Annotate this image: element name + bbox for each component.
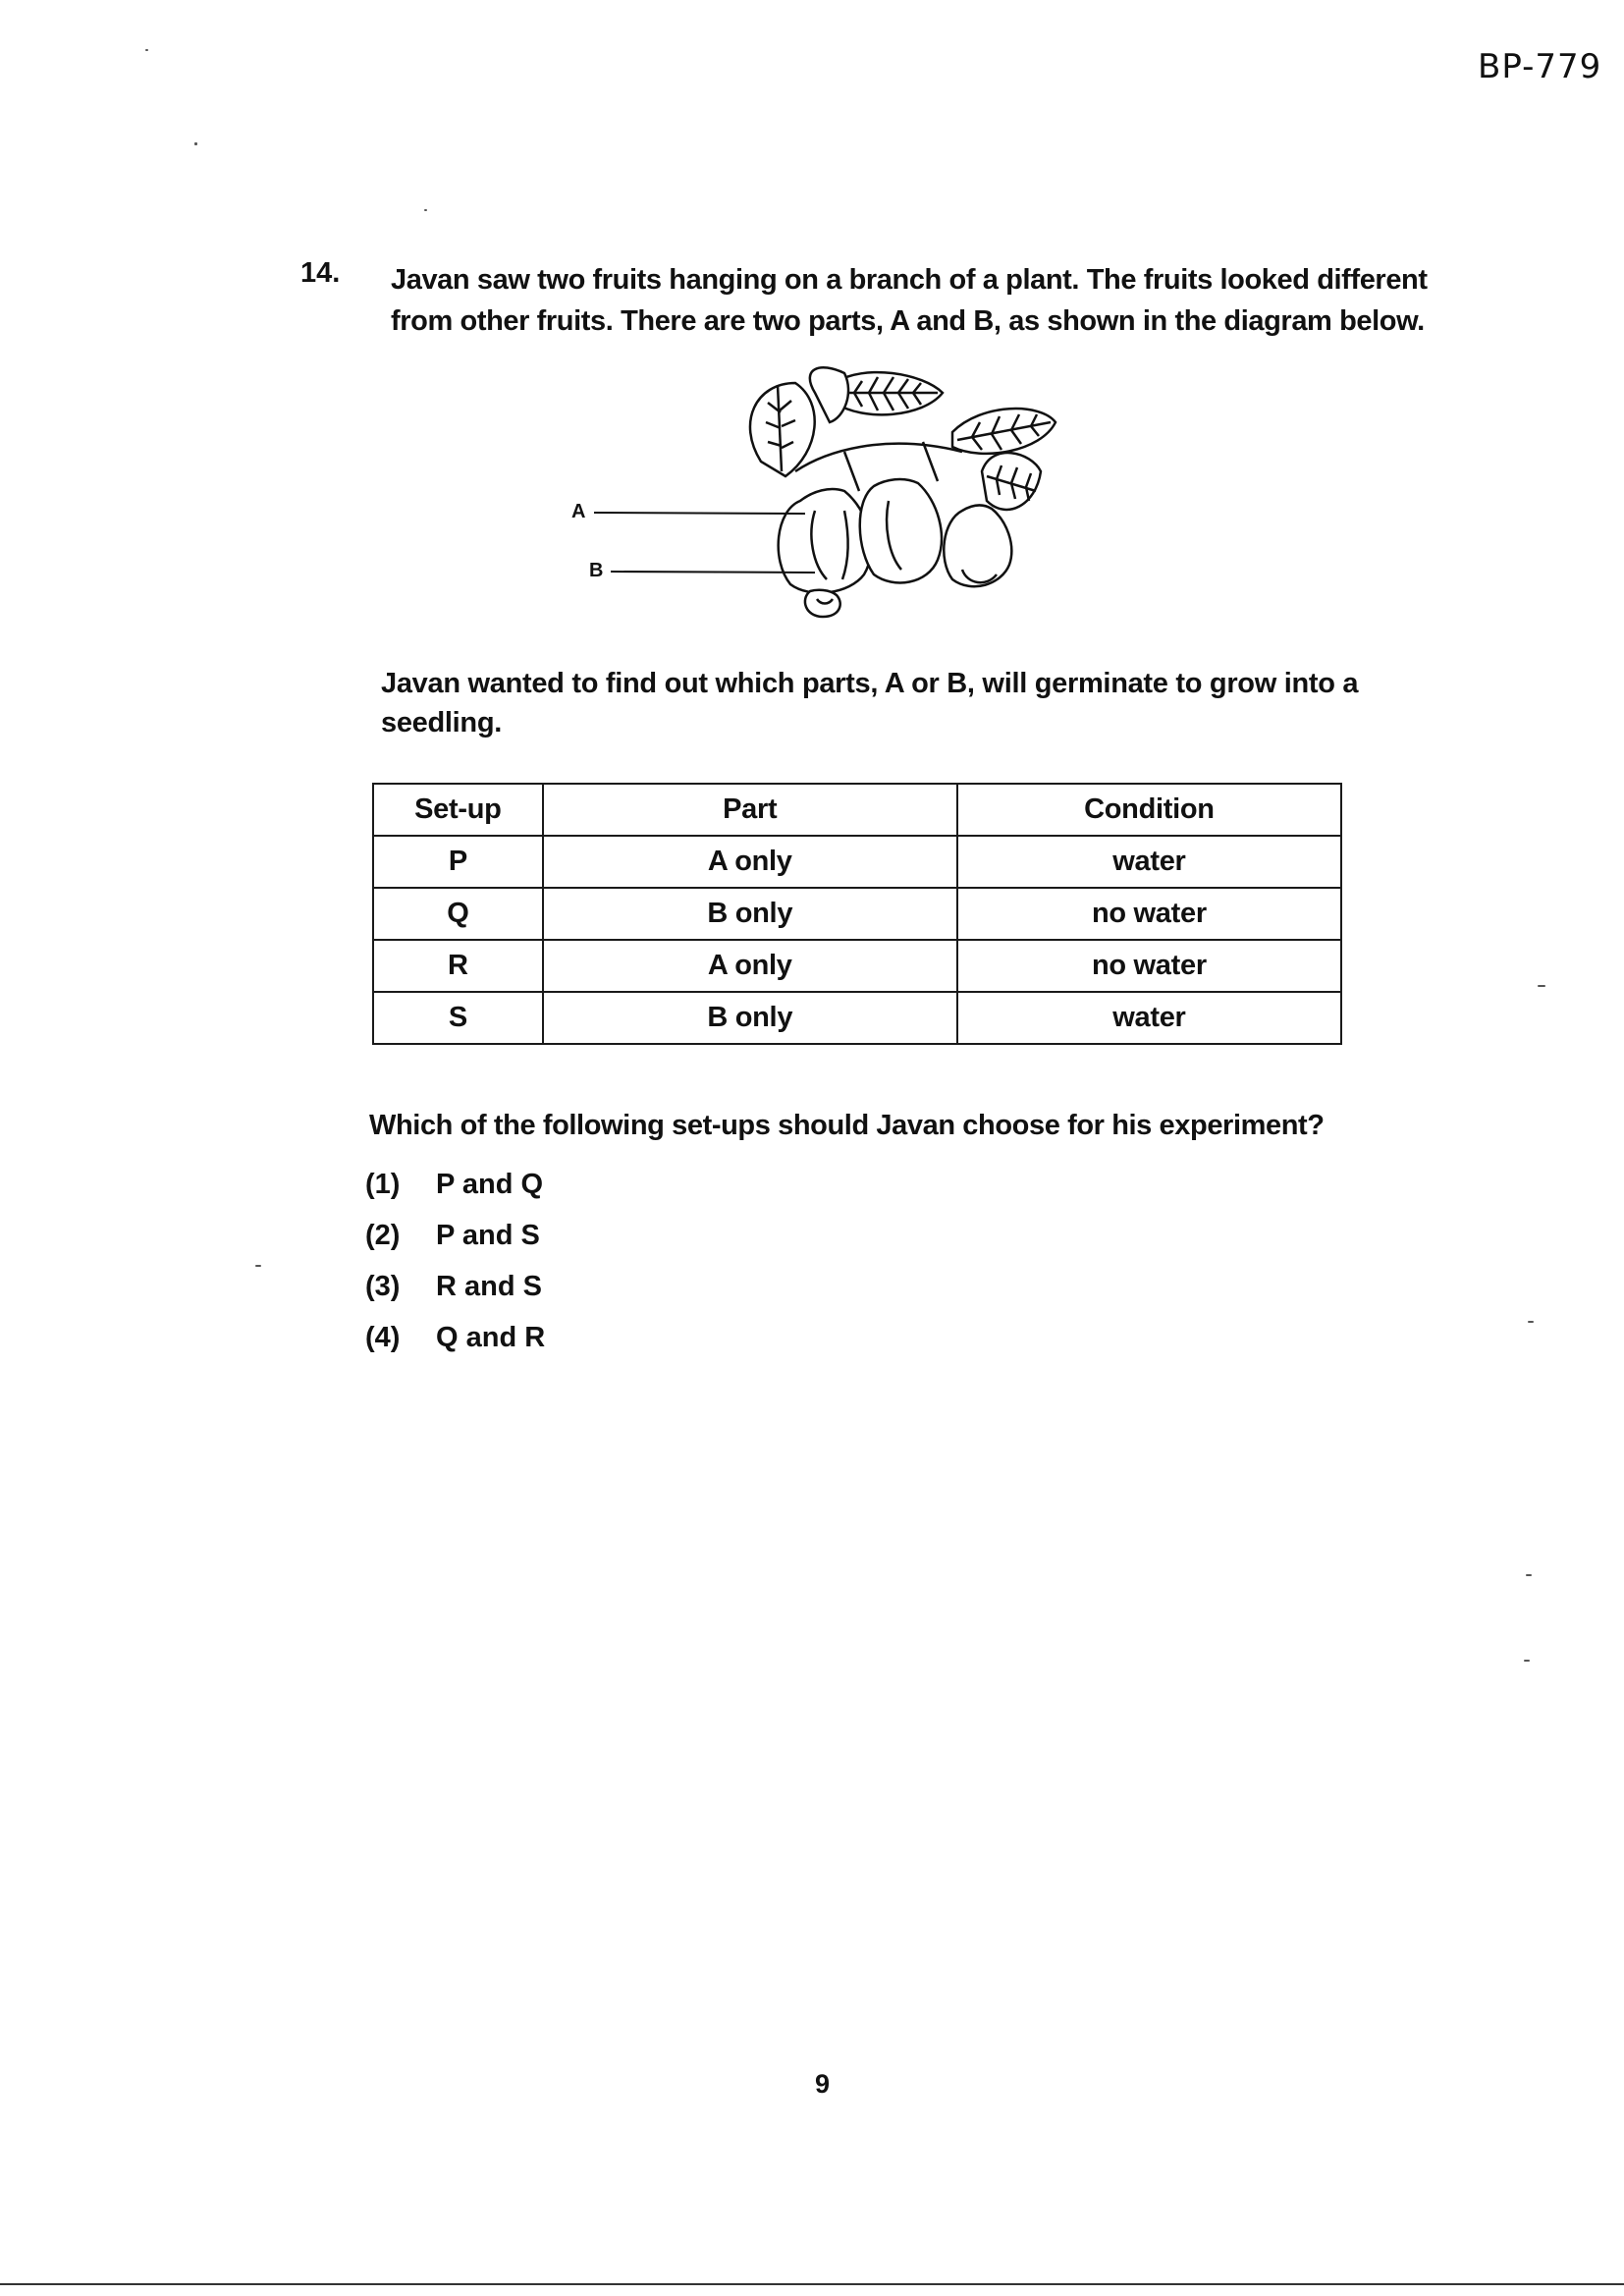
scan-speck bbox=[194, 142, 197, 145]
cell-part: B only bbox=[543, 992, 957, 1044]
scan-speck bbox=[1538, 985, 1545, 987]
answer-options bbox=[365, 1159, 545, 1363]
scan-speck bbox=[424, 209, 427, 211]
cell-condition: no water bbox=[957, 888, 1341, 940]
cell-part: B only bbox=[543, 888, 957, 940]
cell-setup: P bbox=[373, 836, 543, 888]
scan-speck bbox=[255, 1265, 261, 1267]
option-number: (2) bbox=[365, 1219, 401, 1251]
question-prompt: Which of the following set-ups should Javan choose for his experiment? bbox=[369, 1110, 1325, 1141]
cell-condition: no water bbox=[957, 940, 1341, 992]
cashew-fruit-illustration bbox=[550, 363, 1100, 629]
question-text: Javan saw two fruits hanging on a branch of a plant. The fruits looked different from other fruits. There are two parts, A and B, as shown in the diagram below. bbox=[391, 264, 1428, 337]
table-row bbox=[373, 836, 1341, 888]
option-number: (3) bbox=[365, 1270, 401, 1302]
paper-code: BP-779 bbox=[1478, 47, 1602, 86]
lead-in-text: Javan wanted to find out which parts, A or B, will germinate to grow into a seedling. bbox=[381, 668, 1359, 738]
table-header-row bbox=[373, 784, 1341, 836]
cell-condition: water bbox=[957, 992, 1341, 1044]
fruit-diagram bbox=[550, 363, 1100, 629]
header-setup: Set-up bbox=[373, 784, 543, 836]
diagram-label-a: A bbox=[571, 501, 586, 522]
option-number: (1) bbox=[365, 1168, 401, 1200]
cell-part: A only bbox=[543, 940, 957, 992]
option-text: Q and R bbox=[436, 1321, 546, 1353]
scan-speck bbox=[1524, 1660, 1530, 1662]
option-number: (4) bbox=[365, 1321, 401, 1353]
scan-speck bbox=[145, 49, 148, 51]
table-row bbox=[373, 888, 1341, 940]
header-condition: Condition bbox=[957, 784, 1341, 836]
option-text: P and Q bbox=[436, 1168, 544, 1200]
cell-condition: water bbox=[957, 836, 1341, 888]
cell-setup: S bbox=[373, 992, 543, 1044]
answer-option-2[interactable] bbox=[365, 1210, 545, 1261]
scan-speck bbox=[1528, 1321, 1534, 1323]
cell-setup: Q bbox=[373, 888, 543, 940]
answer-option-4[interactable] bbox=[365, 1312, 545, 1363]
answer-option-3[interactable] bbox=[365, 1261, 545, 1312]
table-row bbox=[373, 940, 1341, 992]
cell-part: A only bbox=[543, 836, 957, 888]
page-bottom-rule bbox=[0, 2283, 1624, 2285]
answer-option-1[interactable] bbox=[365, 1159, 545, 1210]
scan-speck bbox=[1526, 1574, 1532, 1576]
option-text: P and S bbox=[436, 1219, 540, 1251]
cell-setup: R bbox=[373, 940, 543, 992]
table-row bbox=[373, 992, 1341, 1044]
diagram-label-b: B bbox=[589, 560, 604, 581]
question-number: 14. bbox=[300, 257, 341, 289]
setup-table bbox=[372, 783, 1342, 1045]
header-part: Part bbox=[543, 784, 957, 836]
option-text: R and S bbox=[436, 1270, 542, 1302]
page-number: 9 bbox=[815, 2069, 831, 2099]
